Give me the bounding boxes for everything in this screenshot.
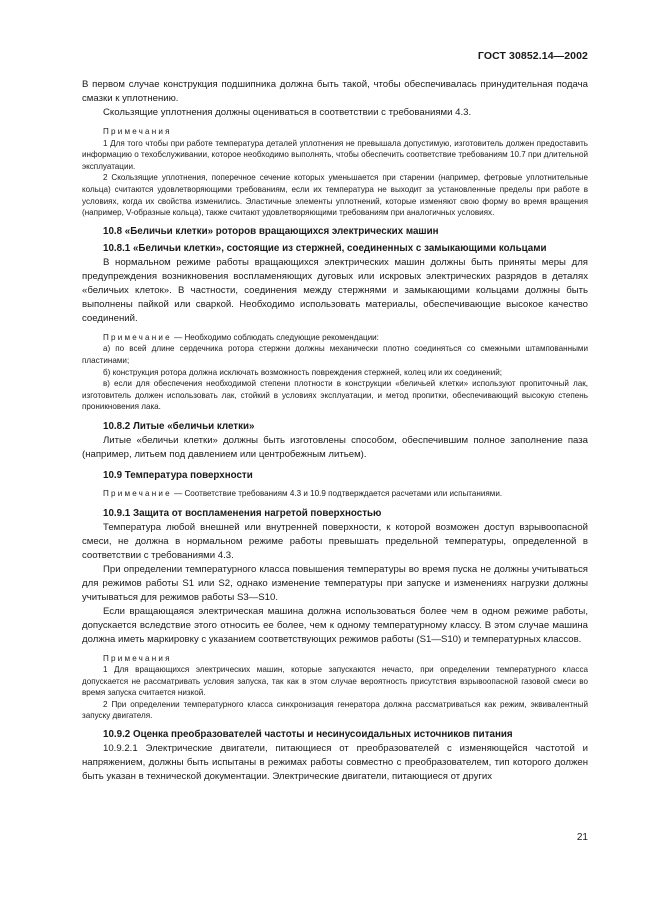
note-item: 2 Скользящие уплотнения, поперечное сечение которых уменьшается при старении (например, фетровые уплотнительные кольца) считаются удовлетворяющими требованиям, если их температура не выходит за установленные пределы при работе в условиях, когда их свойства изменились. Эластичные элементы уплотнений, которые изменяют свою форму во время вращения (например, V-образные кольца), также считают удовлетворяющими требованиям при аналогичных условиях. — [82, 173, 588, 218]
note-label: Примечание — [103, 332, 172, 342]
note-item: 2 При определении температурного класса синхронизация генератора должна рассматриваться как режим, эквивалентный запуску двигателя. — [82, 699, 588, 721]
section-heading-10-9-1: 10.9.1 Защита от воспламенения нагретой поверхностью — [103, 507, 382, 519]
paragraph: Если вращающаяся электрическая машина должна использоваться более чем в одном режиме работы, допускается вследствие этого относить ее более, чем к одному температурному классу. В этом случае машина должна иметь маркировку с указанием соответствующих режимов работы (S1—S10) и температурных классов. — [82, 605, 588, 645]
paragraph: 10.9.2.1 Электрические двигатели, питающиеся от преобразователей с изменяющейся частотой и напряжением, должны быть испытаны в режимах работы совместно с преобразователем, тип которого должен быть указан в технической документации. Электрические двигатели, питающиеся от других — [82, 743, 588, 783]
note-item: б) конструкция ротора должна исключать возможность повреждения стержней, колец или их соединений; — [103, 367, 503, 377]
page-number: 21 — [576, 832, 588, 843]
paragraph: Скользящие уплотнения должны оцениваться в соответствии с требованиями 4.3. — [103, 107, 472, 118]
paragraph: В нормальном режиме работы вращающихся электрических машин должны быть приняты меры для предупреждения возникновения воспламеняющих дуговых или искровых электрических разрядов в деталях «беличьих клеток». В частности, соединения между стержнями и замыкающими кольцами должны быть выполнены пайкой или сваркой. Необходимо использовать материалы, обеспечивающие высокое качество соединений. — [82, 256, 588, 324]
note-text: — Соответствие требованиям 4.3 и 10.9 подтверждается расчетами или испытаниями. — [171, 488, 503, 498]
note-item: 1 Для вращающихся электрических машин, которые запускаются нечасто, при определении температурного класса допускается не рассматривать условия запуска, так как в этом случае вероятность присутствия взрывоопасной газовой смеси во время запуска считается низкой. — [82, 665, 588, 698]
section-heading-10-9: 10.9 Температура поверхности — [103, 469, 253, 481]
note-item: а) по всей длине сердечника ротора стержни должны механически плотно соединяться со смежными штампованными пластинами; — [82, 344, 588, 365]
document-code-header: ГОСТ 30852.14—2002 — [477, 50, 588, 62]
note-item: 1 Для того чтобы при работе температура деталей уплотнения не превышала допустимую, изготовитель должен предоставить информацию о техобслуживании, которое необходимо выполнять, чтобы обеспечить соответствие требованиям 10.7 при длительной эксплуатации. — [82, 138, 588, 171]
paragraph: При определении температурного класса повышения температуры во время пуска не должны учитываться для режимов работы S1 или S2, однако изменение температуры при запуске и изменениях нагрузки должны учитываться для режимов работы S3—S10. — [82, 563, 588, 603]
notes-title: Примечания — [103, 127, 172, 136]
section-heading-10-8: 10.8 «Беличьи клетки» роторов вращающихся электрических машин — [103, 225, 439, 237]
paragraph: Литые «беличьи клетки» должны быть изготовлены способом, обеспечившим полное заполнение паза (например, литьем под давлением или центробежным литьем). — [82, 434, 588, 460]
note-text: — Необходимо соблюдать следующие рекомендации: — [171, 332, 379, 342]
note — [82, 332, 588, 344]
paragraph: Температура любой внешней или внутренней поверхности, к которой возможен доступ взрывоопасной смеси, не должна в нормальном режиме работы превышать предельной температуры, определенной в соответствии с требованиями 4.3. — [82, 521, 588, 561]
note-label: Примечание — [103, 488, 172, 498]
paragraph: В первом случае конструкция подшипника должна быть такой, чтобы обеспечивалась принудительная подача смазки к уплотнению. — [82, 79, 588, 104]
note — [82, 488, 588, 500]
notes-title: Примечания — [103, 653, 172, 663]
page-content — [82, 78, 588, 784]
section-heading-10-8-1: 10.8.1 «Беличьи клетки», состоящие из стержней, соединенных с замыкающими кольцами — [103, 242, 547, 254]
note-item: в) если для обеспечения необходимой степени плотности в конструкции «беличьей клетки» используют пропиточный лак, изготовитель должен использовать лак, стойкий в условиях эксплуатации, и метод пропитки, обеспечивающий высокую степень проникновения лака. — [82, 379, 588, 412]
section-heading-10-9-2: 10.9.2 Оценка преобразователей частоты и несинусоидальных источников питания — [103, 729, 513, 741]
section-heading-10-8-2: 10.8.2 Литые «беличьи клетки» — [103, 420, 255, 432]
